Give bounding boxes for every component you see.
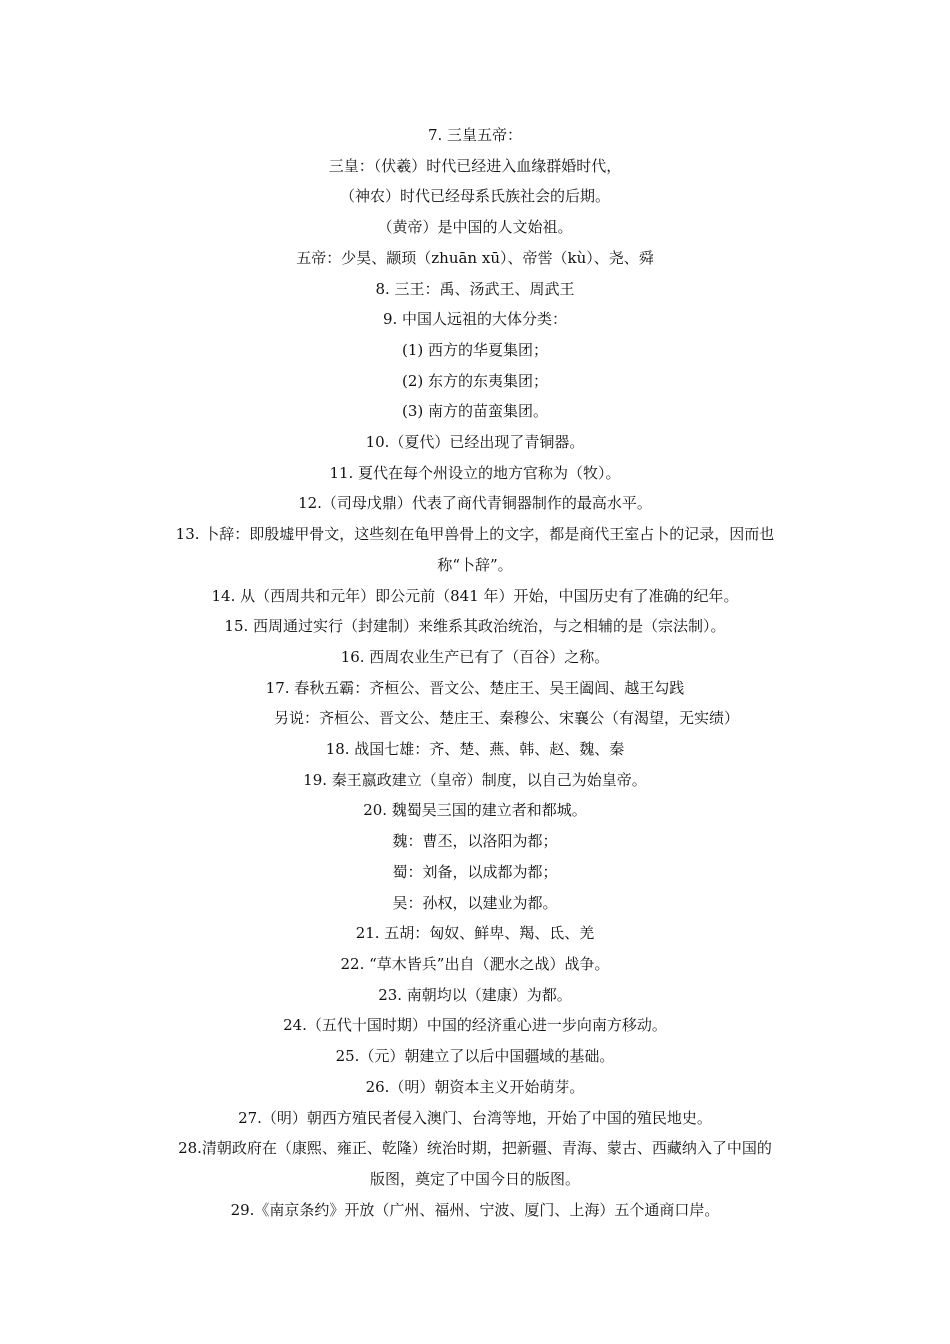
text-line: 20. 魏蜀吴三国的建立者和都城。: [363, 801, 587, 820]
text-line: （神农）时代已经母系氏族社会的后期。: [339, 187, 610, 206]
text-line: 蜀：刘备，以成都为都；: [392, 862, 558, 881]
text-line: 19. 秦王嬴政建立（皇帝）制度，以自己为始皇帝。: [303, 770, 647, 789]
text-line: 13. 卜辞：即殷墟甲骨文，这些刻在龟甲兽骨上的文字，都是商代王室占卜的记录，因而也: [175, 525, 775, 544]
text-line: 8. 三王：禹、汤武王、周武王: [375, 279, 575, 298]
text-line: 10.（夏代）已经出现了青铜器。: [365, 433, 585, 452]
text-line: 14. 从（西周共和元年）即公元前（841 年）开始，中国历史有了准确的纪年。: [211, 586, 739, 605]
text-line: 三皇：（伏羲）时代已经进入血缘群婚时代，: [328, 156, 622, 175]
text-line: 28.清朝政府在（康熙、雍正、乾隆）统治时期，把新疆、青海、蒙古、西藏纳入了中国的: [178, 1139, 772, 1158]
text-line: （黄帝）是中国的人文始祖。: [377, 218, 573, 237]
text-line: (3) 南方的苗蛮集团。: [401, 402, 549, 421]
document-body: [140, 120, 810, 1225]
text-line: 7. 三皇五帝：: [427, 126, 523, 144]
text-line: 27.（明）朝西方殖民者侵入澳门、台湾等地，开始了中国的殖民地史。: [238, 1108, 712, 1127]
text-line: 12.（司母戊鼎）代表了商代青铜器制作的最高水平。: [298, 494, 652, 513]
text-line: 18. 战国七雄：齐、楚、燕、韩、赵、魏、秦: [325, 740, 625, 759]
text-line: 26.（明）朝资本主义开始萌芽。: [365, 1077, 585, 1096]
text-line: 另说：齐桓公、晋文公、楚庄王、秦穆公、宋襄公（有渴望，无实绩）: [274, 709, 740, 728]
text-line: 29.《南京条约》开放（广州、福州、宁波、厦门、上海）五个通商口岸。: [230, 1200, 720, 1219]
text-line: 魏：曹丕，以洛阳为都；: [392, 832, 558, 851]
text-line: 25.（元）朝建立了以后中国疆域的基础。: [335, 1047, 615, 1066]
text-line: 11. 夏代在每个州设立的地方官称为（牧）。: [329, 463, 621, 482]
text-line: 9. 中国人远祖的大体分类：: [382, 310, 568, 329]
text-line: 15. 西周通过实行（封建制）来维系其政治统治，与之相辅的是（宗法制）。: [224, 617, 726, 636]
text-line: 21. 五胡：匈奴、鲜卑、羯、氐、羌: [355, 924, 595, 943]
text-line: (1) 西方的华夏集团；: [401, 340, 549, 359]
text-line: 24.（五代十国时期）中国的经济重心进一步向南方移动。: [283, 1016, 667, 1035]
text-line: 称“卜辞”。: [437, 555, 513, 574]
text-line: 五帝：少昊、颛顼（zhuān xū）、帝喾（kù）、尧、舜: [296, 248, 654, 267]
text-line: 16. 西周农业生产已有了（百谷）之称。: [340, 647, 610, 666]
text-line: (2) 东方的东夷集团；: [401, 371, 549, 390]
text-line: 23. 南朝均以（建康）为都。: [378, 985, 572, 1004]
text-line: 22. “草木皆兵”出自（淝水之战）战争。: [340, 954, 610, 973]
text-line: 版图，奠定了中国今日的版图。: [369, 1169, 580, 1188]
text-line: 吴：孙权，以建业为都。: [392, 893, 558, 912]
text-line: 17. 春秋五霸：齐桓公、晋文公、楚庄王、吴王阖闾、越王勾践: [265, 678, 685, 697]
